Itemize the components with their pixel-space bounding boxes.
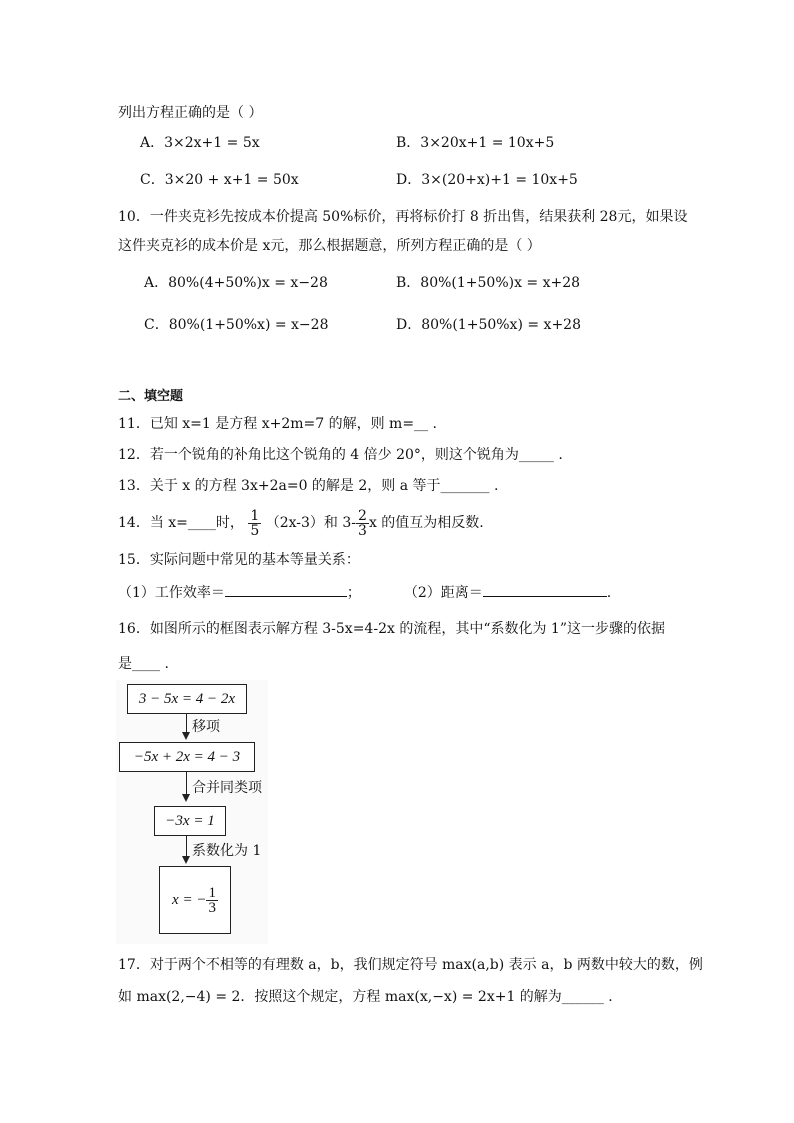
- flow-box-3: −3x = 1: [154, 806, 226, 836]
- q14-fraction-2: [356, 509, 369, 538]
- q15-end: .: [606, 585, 612, 601]
- q9-option-d[interactable]: D．3×(20+x)+1 = 10x+5: [396, 172, 578, 188]
- q12: 12．若一个锐角的补角比这个锐角的 4 倍少 20°，则这个锐角为_____ .: [118, 447, 563, 463]
- q14-frac2-num: 2: [358, 507, 367, 524]
- section-title: 二、填空题: [118, 389, 184, 404]
- q10-line1: 10．一件夹克衫先按成本价提高 50%标价，再将标价打 8 折出售，结果获利 28元，如果设: [118, 209, 688, 225]
- q13: 13．关于 x 的方程 3x+2a=0 的解是 2，则 a 等于_______ .: [118, 478, 499, 494]
- q9-stem: 列出方程正确的是（ ）: [118, 105, 263, 121]
- q14-frac2-den: 3: [358, 522, 367, 539]
- q14-frac1-num: 1: [250, 507, 260, 524]
- q15-stem: 15．实际问题中常见的基本等量关系：: [118, 552, 360, 568]
- q9-option-a[interactable]: A．3×2x+1 = 5x: [140, 135, 260, 151]
- flow-line-1: [186, 713, 187, 733]
- flow-box-1: 3 − 5x = 4 − 2x: [127, 684, 247, 714]
- q15-blank-1[interactable]: [225, 582, 347, 597]
- flow-arrow-1: [182, 732, 190, 740]
- flow-arrow-2: [182, 794, 190, 802]
- flow-box-4-num: 1: [208, 884, 216, 901]
- flow-box-4-den: 3: [208, 899, 216, 916]
- flow-box-4-fraction: [206, 886, 218, 915]
- q14: [118, 508, 484, 540]
- q17-line1: 17．对于两个不相等的有理数 a，b，我们规定符号 max(a,b) 表示 a，b 两数中较大的数，例: [118, 957, 703, 973]
- q14-suffix: x 的值互为相反数.: [368, 515, 484, 531]
- q11: 11．已知 x=1 是方程 x+2m=7 的解，则 m=__ .: [118, 416, 437, 432]
- q14-prefix: 14．当 x=____时，: [118, 515, 244, 531]
- flow-step-2: 合并同类项: [192, 780, 262, 796]
- flow-box-2: −5x + 2x = 4 − 3: [119, 742, 255, 772]
- q9-option-c[interactable]: C．3×20 + x+1 = 50x: [140, 172, 299, 188]
- q14-frac1-den: 5: [250, 522, 260, 539]
- q16-line2: 是____ .: [118, 656, 169, 672]
- q15-part2: （2）距离＝: [403, 585, 483, 601]
- q15-sep: ；: [346, 585, 361, 601]
- q14-fraction-1: [248, 509, 261, 538]
- q14-mid: （2x-3）和 3-: [265, 515, 357, 531]
- flow-step-1: 移项: [192, 719, 220, 735]
- q10-option-b[interactable]: B．80%(1+50%)x = x+28: [396, 275, 581, 291]
- q15-blank-2[interactable]: [483, 582, 607, 597]
- flow-box-4: [159, 866, 231, 934]
- flow-step-3: 系数化为 1: [192, 843, 262, 859]
- q10-option-c[interactable]: C．80%(1+50%x) = x−28: [144, 317, 329, 333]
- q10-line2: 这件夹克衫的成本价是 x元，那么根据题意，所列方程正确的是（ ）: [118, 238, 541, 254]
- flow-box-4-prefix: x = −: [172, 891, 207, 908]
- flow-line-3: [186, 835, 187, 857]
- q10-option-d[interactable]: D．80%(1+50%x) = x+28: [396, 317, 581, 333]
- flow-line-2: [186, 771, 187, 795]
- q9-option-b[interactable]: B．3×20x+1 = 10x+5: [396, 135, 555, 151]
- q15-answers: [118, 582, 611, 602]
- q15-part1: （1）工作效率＝: [118, 585, 225, 601]
- q17-line2: 如 max(2,−4) = 2．按照这个规定，方程 max(x,−x) = 2x+1 的解为______ .: [118, 989, 613, 1005]
- q10-option-a[interactable]: A．80%(4+50%)x = x−28: [144, 275, 328, 291]
- q16-line1: 16．如图所示的框图表示解方程 3-5x=4-2x 的流程，其中“系数化为 1”这一步骤的依据: [118, 621, 665, 637]
- flow-arrow-3: [182, 856, 190, 864]
